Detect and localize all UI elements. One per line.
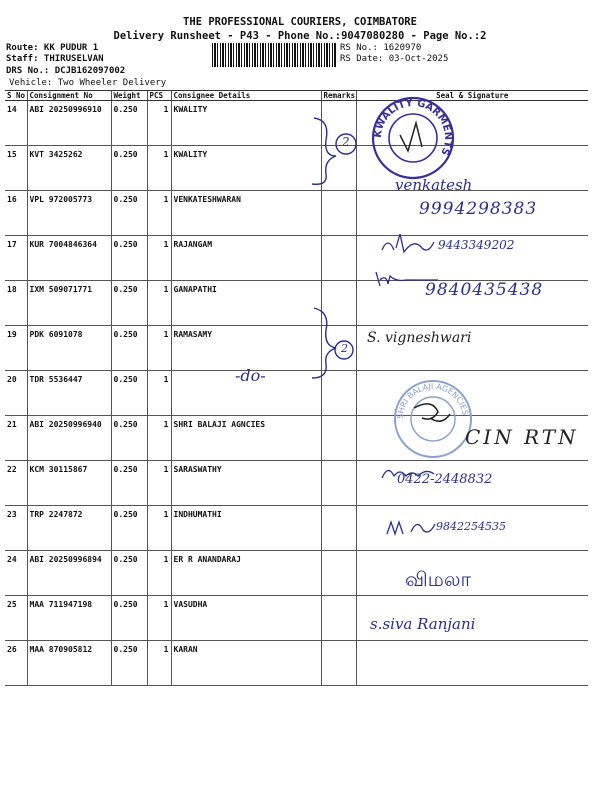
sno-cell: 16: [5, 191, 27, 236]
company-title: THE PROFESSIONAL COURIERS, COIMBATORE: [183, 16, 417, 28]
vigneshwari-signature: S. vigneshwari: [367, 330, 472, 346]
consignee-cell: RAMASAMY: [171, 326, 321, 371]
pcs-cell: 1: [147, 326, 171, 371]
consignee-cell: SHRI BALAJI AGNCIES: [171, 416, 321, 461]
sno-cell: 25: [5, 596, 27, 641]
route-label: Route: KK PUDUR 1: [6, 43, 99, 53]
weight-cell: 0.250: [111, 551, 147, 596]
cin-rtn-note: CIN RTN: [465, 425, 579, 449]
weight-cell: 0.250: [111, 191, 147, 236]
col-consignment: Consignment No: [27, 91, 111, 101]
consignment-cell: ABI 20250996940: [27, 416, 111, 461]
pcs-cell: 1: [147, 191, 171, 236]
remark-circle-label-2: 2: [341, 342, 348, 355]
remarks-cell: [321, 551, 356, 596]
rs-date: RS Date: 03-Oct-2025: [340, 54, 449, 64]
consignment-cell: VPL 972005773: [27, 191, 111, 236]
kwality-stamp: [370, 95, 456, 185]
consignee-cell: VASUDHA: [171, 596, 321, 641]
barcode: [212, 43, 336, 67]
ditto-mark: -do-: [235, 366, 266, 385]
balaji-stamp: [392, 378, 474, 464]
remarks-cell: [321, 191, 356, 236]
remarks-cell: [321, 236, 356, 281]
table-header-row: [5, 91, 588, 101]
venkatesh-signature: venkatesh: [395, 176, 473, 194]
weight-cell: 0.250: [111, 416, 147, 461]
pcs-cell: 1: [147, 641, 171, 686]
sno-cell: 17: [5, 236, 27, 281]
consignment-cell: ABI 20250996894: [27, 551, 111, 596]
col-remarks: Remarks: [321, 91, 356, 101]
signature-cell: [356, 641, 588, 686]
consignee-cell: GANAPATHI: [171, 281, 321, 326]
consignment-cell: MAA 870905812: [27, 641, 111, 686]
consignment-cell: KVT 3425262: [27, 146, 111, 191]
consignment-cell: ABI 20250996910: [27, 101, 111, 146]
consignment-cell: PDK 6091078: [27, 326, 111, 371]
col-weight: Weight: [111, 91, 147, 101]
table-row: [5, 551, 588, 596]
consignment-cell: IXM 509071771: [27, 281, 111, 326]
consignee-cell: RAJANGAM: [171, 236, 321, 281]
consignee-cell: KWALITY: [171, 146, 321, 191]
remark-bracket-1: [296, 110, 366, 190]
table-row: [5, 641, 588, 686]
consignee-cell: INDHUMATHI: [171, 506, 321, 551]
anandaraj-phone: 9842254535: [436, 520, 506, 533]
siva-ranjani-signature: s.siva Ranjani: [370, 615, 476, 633]
col-seal-signature: Seal & Signature: [356, 91, 588, 101]
staff-label: Staff: THIRUSELVAN: [6, 54, 104, 64]
pcs-cell: 1: [147, 281, 171, 326]
sno-cell: 23: [5, 506, 27, 551]
pcs-cell: 1: [147, 551, 171, 596]
sno-cell: 21: [5, 416, 27, 461]
ganapathi-phone: 9840435438: [425, 280, 544, 300]
sno-cell: 24: [5, 551, 27, 596]
consignee-cell: ER R ANANDARAJ: [171, 551, 321, 596]
remarks-cell: [321, 416, 356, 461]
pcs-cell: 1: [147, 596, 171, 641]
table-row: [5, 461, 588, 506]
sno-cell: 26: [5, 641, 27, 686]
consignment-cell: KUR 7004846364: [27, 236, 111, 281]
anandaraj-signature-scribble: [383, 514, 443, 540]
consignee-cell: VENKATESHWARAN: [171, 191, 321, 236]
remarks-cell: [321, 641, 356, 686]
vasudha-signature: விமலா: [405, 567, 471, 591]
weight-cell: 0.250: [111, 101, 147, 146]
weight-cell: 0.250: [111, 641, 147, 686]
col-sno: S No: [7, 91, 26, 100]
consignment-cell: TDR 5536447: [27, 371, 111, 416]
kwality-stamp-text: KWALITY GARMENTS: [372, 97, 454, 157]
pcs-cell: 1: [147, 461, 171, 506]
remarks-cell: [321, 461, 356, 506]
weight-cell: 0.250: [111, 506, 147, 551]
pcs-cell: 1: [147, 371, 171, 416]
consignment-cell: KCM 30115867: [27, 461, 111, 506]
remark-bracket-2: [296, 302, 366, 382]
consignee-cell: SARASWATHY: [171, 461, 321, 506]
sno-cell: 15: [5, 146, 27, 191]
remarks-cell: [321, 506, 356, 551]
weight-cell: 0.250: [111, 146, 147, 191]
weight-cell: 0.250: [111, 461, 147, 506]
sno-cell: 22: [5, 461, 27, 506]
vehicle-label: Vehicle: Two Wheeler Delivery: [9, 78, 167, 88]
col-consignee: Consignee Details: [171, 91, 321, 101]
consignee-cell: KARAN: [171, 641, 321, 686]
rajangam-phone: 9443349202: [438, 238, 515, 252]
weight-cell: 0.250: [111, 326, 147, 371]
consignment-cell: TRP 2247872: [27, 506, 111, 551]
balaji-stamp-text: SHRI BALAJI AGENCIES: [395, 381, 470, 420]
weight-cell: 0.250: [111, 596, 147, 641]
pcs-cell: 1: [147, 146, 171, 191]
table-row: [5, 596, 588, 641]
remark-circle-label-1: 2: [342, 135, 350, 149]
sno-cell: 20: [5, 371, 27, 416]
rajangam-signature-scribble: [378, 230, 438, 260]
rs-number: RS No.: 1620970: [340, 43, 422, 53]
pcs-cell: 1: [147, 506, 171, 551]
sno-cell: 18: [5, 281, 27, 326]
pcs-cell: 1: [147, 101, 171, 146]
signature-cell: [356, 551, 588, 596]
remarks-cell: [321, 596, 356, 641]
weight-cell: 0.250: [111, 281, 147, 326]
sno-cell: 19: [5, 326, 27, 371]
sno-cell: 14: [5, 101, 27, 146]
venkatesh-phone: 9994298383: [419, 199, 538, 219]
col-pcs: PCS: [147, 91, 171, 101]
weight-cell: 0.250: [111, 236, 147, 281]
runsheet-subtitle: Delivery Runsheet - P43 - Phone No.:9047080280 - Page No.:2: [113, 30, 487, 42]
indhumathi-phone: 0422-2448832: [397, 472, 493, 487]
pcs-cell: 1: [147, 416, 171, 461]
consignment-cell: MAA 711947198: [27, 596, 111, 641]
drs-number: DRS No.: DCJB162097002: [6, 66, 126, 76]
consignee-cell: KWALITY: [171, 101, 321, 146]
weight-cell: 0.250: [111, 371, 147, 416]
pcs-cell: 1: [147, 236, 171, 281]
